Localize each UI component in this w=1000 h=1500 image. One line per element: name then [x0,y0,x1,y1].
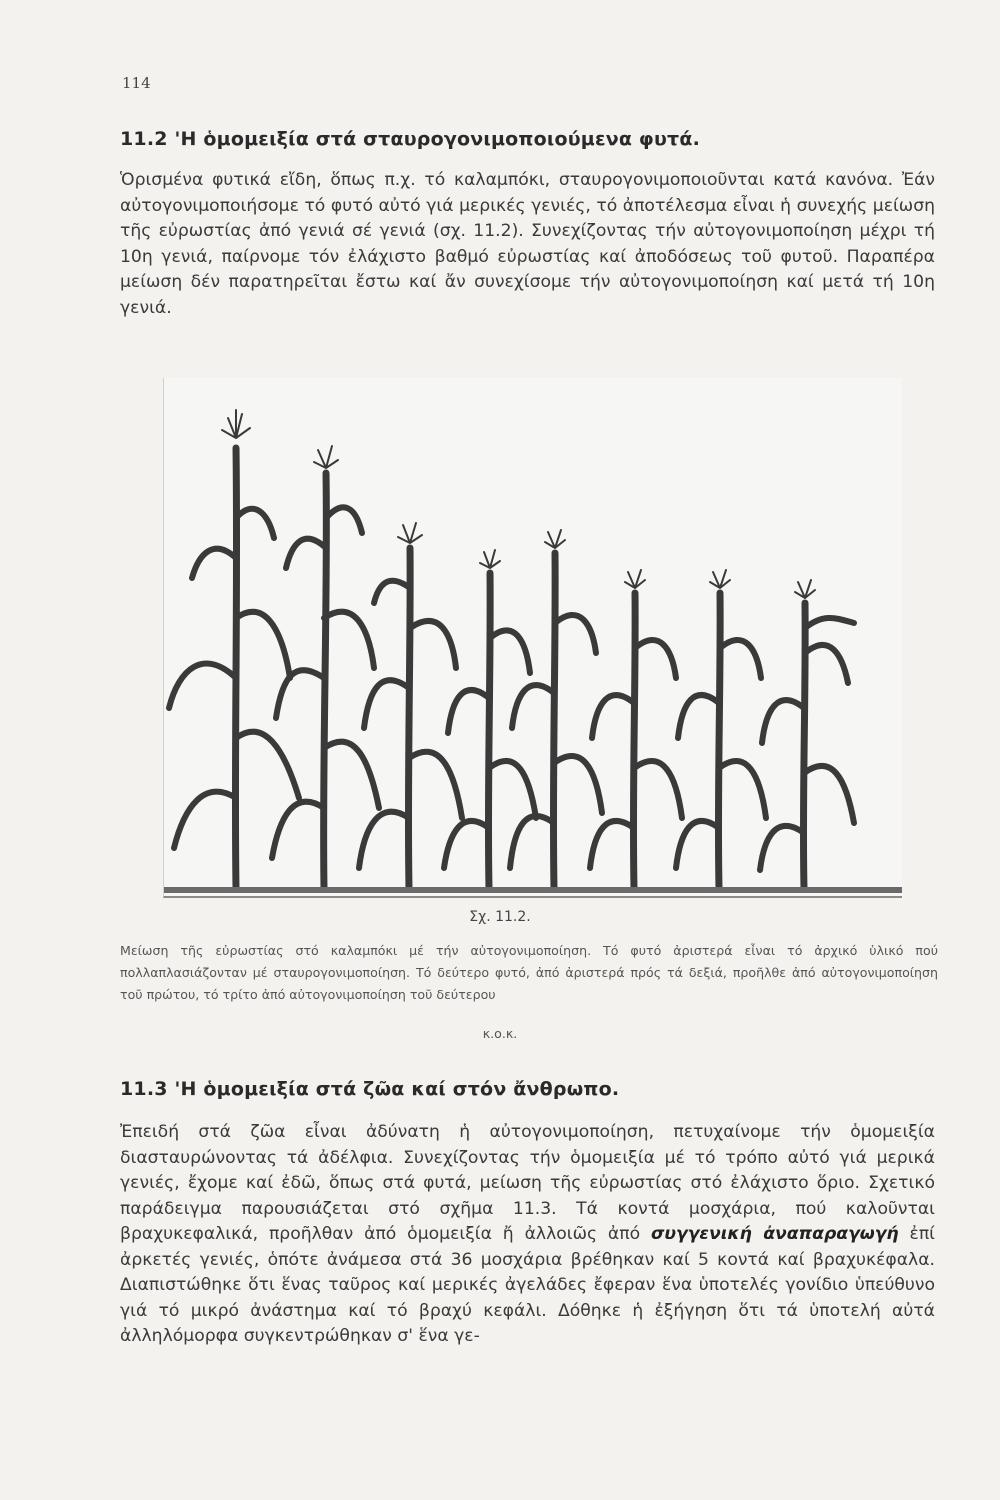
emphasis-term: συγγενική ἀναπαραγωγή [651,1224,899,1244]
section-11-3-paragraph [120,1120,935,1350]
paragraph-text-end: ἐπί ἀρκετές γενιές, ὁπότε ἀνάμεσα στά 36 μοσχάρια βρέθηκαν καί 5 κοντά καί βραχυκέφαλα. Διαπιστώθηκε ὅτι ἕνας ταῦρος καί μερικές ἀγελάδες ἔφεραν ἕνα ὑποτελές γονίδιο ὑπεύθυνο γιά τό μικρό ἀνάστημα καί τό βραχύ κεφάλι. Δόθηκε ἡ ἐξήγηση ὅτι τά ὑποτελή αὐτά ἀλληλόμορφα συγκεντρώθηκαν σ' ἕνα γε- [120,1224,936,1346]
corn-plant-5 [510,530,602,888]
corn-plant-4 [444,550,536,888]
corn-plants-illustration [164,378,902,896]
figure-label: Σχ. 11.2. [469,909,531,925]
page-number: 114 [122,74,151,92]
corn-plant-1 [169,410,299,888]
section-11-2-paragraph: Ὁρισμένα φυτικά εἴδη, ὅπως π.χ. τό καλαμπόκι, σταυρογονιμοποιοῦνται κατά κανόνα. Ἐάν αὐτογονιμοποιήσομε τό φυτό αὐτό γιά μερικές γενιές, τό ἀποτέλεσμα εἶναι ἡ συνεχής μείωση τῆς εὐρωστίας ἀπό γενιά σέ γενιά (σχ. 11.2). Συνεχίζοντας τήν αὐτογονιμοποίηση μέχρι τή 10η γενιά, παίρνομε τόν ἐλάχιστο βαθμό εὐρωστίας καί ἀποδόσεως τοῦ φυτοῦ. Παραπέρα μείωση δέν παρατηρεῖται ἔστω καί ἄν συνεχίσομε τήν αὐτογονιμοποίηση καί μετά τή 10η γενιά. [120,170,935,318]
figure-caption: Μείωση τῆς εὐρωστίας στό καλαμπόκι μέ τήν αὐτογονιμοποίηση. Τό φυτό ἀριστερά εἶναι τό ἀρχικό ὑλικό πού πολλαπλασιάζονταν μέ σταυρογονιμοποίηση. Τό δεύτερο φυτό, ἀπό ἀριστερά πρός τά δεξιά, προῆλθε ἀπό αὐτογονιμοποίηση τοῦ πρώτου, τό τρίτο ἀπό αὐτογονιμοποίηση τοῦ δεύτερου [120,943,938,1002]
corn-plant-7 [676,570,766,888]
section-heading-11-2: 11.2 'Η ὁμομειξία στά σταυρογονιμοποιούμενα φυτά. [120,128,701,150]
corn-plant-3 [359,523,462,888]
figure-caption-end: κ.ο.κ. [482,1026,518,1041]
section-heading-11-3: 11.3 'Η ὁμομειξία στά ζῶα καί στόν ἄνθρωπο. [120,1078,620,1100]
corn-plant-6 [590,570,682,888]
corn-plants-photo [163,378,902,898]
paragraph-text-start: Ἐπειδή στά ζῶα εἶναι ἀδύνατη ἡ αὐτογονιμοποίηση, πετυχαίνομε τήν ὁμομειξία διασταυρώνοντας τά ἀδέλφια. Συνεχίζοντας τήν ὁμομειξία μέ τό τρόπο αὐτό γιά μερικά γενιές, ἔχομε καί ἐδῶ, ὅπως στά φυτά, μείωση τῆς εὐρωστίας στό ἐλάχιστο ὅριο. Σχετικό παράδειγμα παρουσιάζεται στό σχῆμα 11.3. Τά κοντά μοσχάρια, πού καλοῦνται βραχυκεφαλικά, προῆλθαν ἀπό ὁμομειξία ἤ ἀλλοιῶς ἀπό [120,1122,935,1244]
corn-plant-8 [760,580,854,888]
